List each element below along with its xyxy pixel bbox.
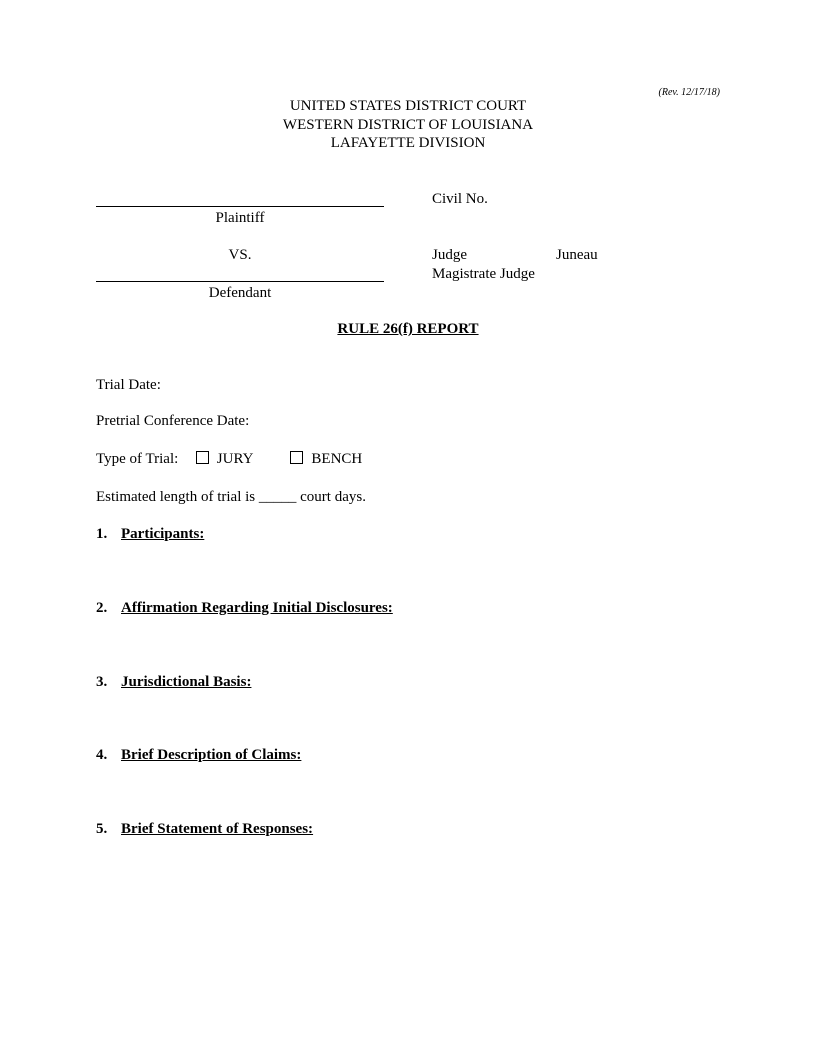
section-initial-disclosures: [96, 599, 393, 617]
court-district: WESTERN DISTRICT OF LOUISIANA: [282, 116, 534, 133]
pretrial-conference-label: Pretrial Conference Date:: [96, 413, 250, 429]
section-participants: [96, 525, 204, 543]
court-header: [0, 97, 816, 153]
jury-label: JURY: [216, 451, 253, 467]
section-title: Brief Statement of Responses:: [121, 821, 314, 837]
jury-checkbox[interactable]: [196, 451, 209, 464]
plaintiff-label: Plaintiff: [215, 210, 265, 226]
judge-name: Juneau: [556, 247, 598, 263]
vs-label: VS.: [228, 247, 252, 263]
section-title: Affirmation Regarding Initial Disclosures:: [121, 600, 393, 616]
section-number: 5.: [96, 821, 108, 837]
trial-date-label: Trial Date:: [96, 377, 161, 393]
report-title: RULE 26(f) REPORT: [337, 321, 479, 337]
section-number: 4.: [96, 747, 108, 763]
section-claims: [96, 746, 301, 764]
type-of-trial-row: [96, 450, 362, 468]
defendant-label: Defendant: [208, 285, 272, 301]
revision-note: (Rev. 12/17/18): [658, 87, 720, 98]
section-title: Brief Description of Claims:: [121, 747, 302, 763]
bench-checkbox[interactable]: [290, 451, 303, 464]
bench-label: BENCH: [311, 451, 363, 467]
section-jurisdictional-basis: [96, 673, 251, 691]
section-responses: [96, 820, 313, 838]
type-of-trial-label: Type of Trial:: [96, 451, 179, 467]
judge-label: Judge: [432, 247, 467, 263]
section-title: Jurisdictional Basis:: [121, 674, 252, 690]
court-division: LAFAYETTE DIVISION: [330, 135, 486, 151]
defendant-line[interactable]: [96, 281, 384, 282]
section-number: 1.: [96, 526, 108, 542]
section-number: 2.: [96, 600, 108, 616]
estimated-length-text: Estimated length of trial is _____ court days.: [96, 489, 366, 505]
court-name: UNITED STATES DISTRICT COURT: [289, 98, 527, 114]
section-number: 3.: [96, 674, 108, 690]
civil-no-label: Civil No.: [432, 191, 488, 207]
magistrate-judge-label: Magistrate Judge: [432, 266, 535, 282]
plaintiff-line[interactable]: [96, 206, 384, 207]
section-title: Participants:: [121, 526, 205, 542]
